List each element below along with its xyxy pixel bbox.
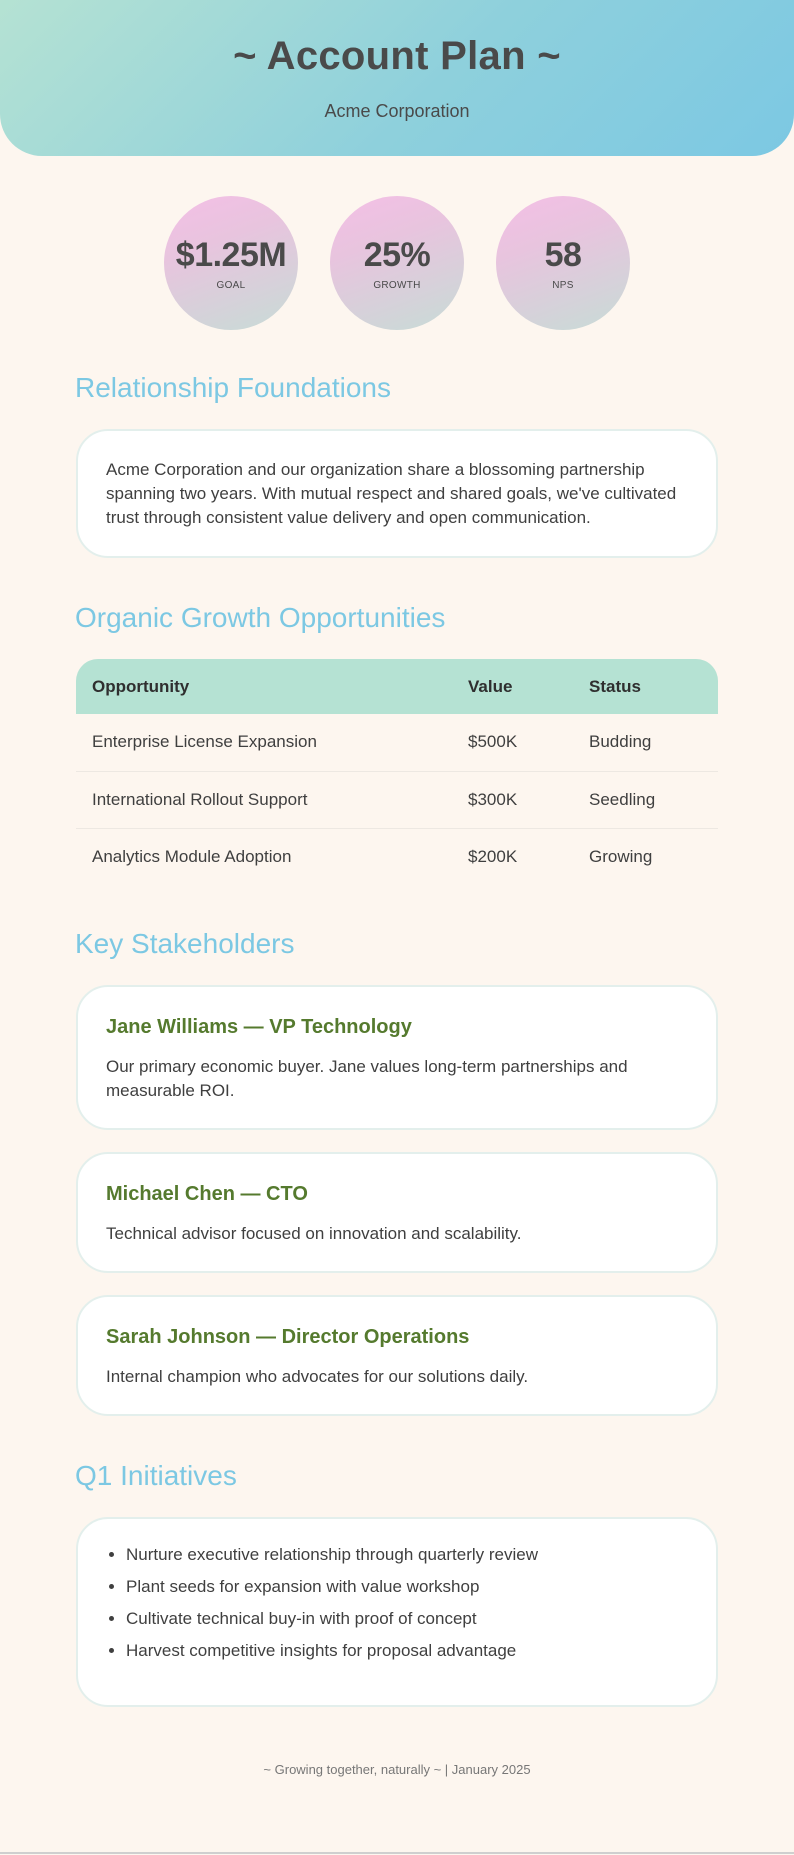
divider — [0, 1852, 794, 1854]
cell-status: Growing — [589, 846, 653, 866]
section-title-initiatives: Q1 Initiatives — [75, 1460, 237, 1491]
cell-value: $500K — [452, 714, 573, 771]
metric-label: NPS — [552, 280, 574, 291]
column-header-value: Value — [468, 676, 513, 696]
metric-value: 58 — [544, 236, 582, 274]
metric-value: $1.25M — [175, 236, 287, 274]
stakeholder-note: Our primary economic buyer. Jane values long-term partnerships and measurable ROI. — [106, 1057, 628, 1100]
table-row — [76, 771, 718, 828]
section-title-opportunities: Organic Growth Opportunities — [75, 602, 446, 633]
stakeholder-card — [76, 1152, 718, 1273]
page-title: ~ Account Plan ~ — [233, 34, 561, 78]
list-item: • Nurture executive relationship through quarterly review — [126, 1543, 688, 1575]
cell-opportunity: Analytics Module Adoption — [92, 846, 292, 866]
cell-value: $300K — [452, 771, 573, 828]
cell-opportunity: Enterprise License Expansion — [76, 714, 452, 771]
opportunities-table — [76, 659, 718, 885]
stakeholder-note: Technical advisor focused on innovation and scalability. — [106, 1224, 522, 1243]
cell-status: Seedling — [573, 771, 718, 828]
page-header — [0, 0, 794, 156]
list-item: • Cultivate technical buy-in with proof of concept — [126, 1607, 688, 1639]
stakeholder-card — [76, 985, 718, 1130]
table-header-row — [76, 659, 718, 714]
column-header-opportunity: Opportunity — [92, 676, 190, 696]
relationship-text: Acme Corporation and our organization share a blossoming partnership spanning two years. With mutual respect and shared goals, we've cultivated trust through consistent value delivery and open communication. — [106, 460, 677, 527]
stakeholder-name: Sarah Johnson — Director Operations — [106, 1326, 470, 1348]
table-row — [76, 714, 718, 771]
metric-label: GOAL — [216, 280, 246, 291]
list-item: • Plant seeds for expansion with value workshop — [126, 1575, 688, 1607]
list-item: • Harvest competitive insights for proposal advantage — [126, 1639, 688, 1671]
metric-nps — [496, 196, 630, 330]
initiatives-list — [126, 1543, 688, 1671]
stakeholder-note: Internal champion who advocates for our solutions daily. — [106, 1367, 529, 1386]
cell-opportunity: International Rollout Support — [76, 771, 452, 828]
metric-growth — [330, 196, 464, 330]
stakeholder-name: Michael Chen — CTO — [106, 1183, 308, 1205]
metric-value: 25% — [363, 236, 431, 274]
page-footer: ~ Growing together, naturally ~ | January 2025 — [263, 1762, 531, 1777]
cell-status: Budding — [573, 714, 718, 771]
column-header-status: Status — [589, 676, 641, 696]
initiatives-card — [76, 1517, 718, 1707]
metric-goal — [164, 196, 298, 330]
relationship-card — [76, 429, 718, 558]
company-name: Acme Corporation — [324, 101, 470, 121]
section-title-stakeholders: Key Stakeholders — [75, 928, 295, 959]
cell-value: $200K — [468, 846, 518, 866]
stakeholder-card — [76, 1295, 718, 1416]
stakeholder-name: Jane Williams — VP Technology — [106, 1016, 412, 1038]
metric-label: GROWTH — [373, 280, 421, 291]
table-row — [76, 828, 718, 885]
section-title-relationship: Relationship Foundations — [75, 372, 391, 403]
